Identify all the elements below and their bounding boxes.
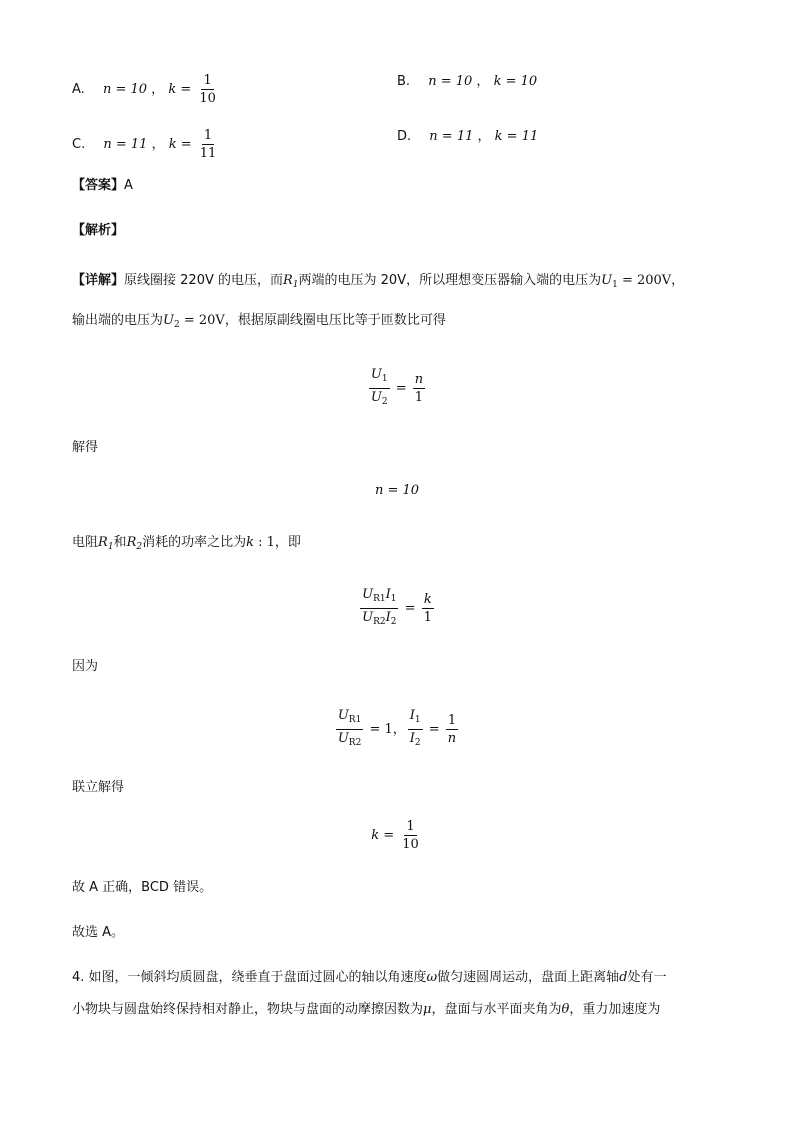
detail-line-1 [72, 271, 684, 295]
equation-voltage-ratio [0, 366, 794, 411]
answer-tag: 【答案】 [72, 178, 125, 193]
option-d [397, 127, 538, 147]
equation-power-ratio: $\frac{U_{R1}I_1}{U_{R2}I_2}$ = $\frac{k}{1}$ [0, 586, 794, 631]
detail-line-2 [72, 311, 446, 335]
eq1-right-fraction: $\frac{n}{1}$ [414, 372, 424, 405]
detail-tag: 【详解】 [72, 273, 125, 288]
power-line: 电阻$R_1$和$R_2$消耗的功率之比为k : 1，即 [72, 535, 301, 552]
option-a-n: n = 10 [102, 82, 148, 97]
equation-n-result: n = 10 [374, 483, 420, 498]
option-a [72, 72, 220, 107]
option-a-fraction [197, 72, 218, 107]
option-c-numerator: 1 [203, 128, 213, 143]
detail-text-1c: ， [671, 273, 685, 288]
option-c-k: k = [168, 137, 192, 152]
eq3-left-fraction: $\frac{U_{R1}I_1}{U_{R2}I_2}$ [362, 587, 397, 627]
eq5-fraction: $\frac{1}{10}$ [402, 819, 419, 852]
eq3-right-fraction: $\frac{k}{1}$ [423, 592, 432, 625]
detail-u2: $U_2 = 20V$ [163, 313, 225, 330]
power-r1: $R_1$ [98, 535, 114, 552]
option-a-numerator: 1 [203, 73, 212, 88]
option-b-label: B. [397, 74, 411, 89]
question-4-line-2: 小物块与圆盘始终保持相对静止，物块与盘面的动摩擦因数为μ，盘面与水平面夹角为θ，重力加速度为 [72, 1002, 661, 1017]
detail-text-1b: 两端的电压为 20V，所以理想变压器输入端的电压为 [298, 273, 602, 288]
option-a-k: k = [168, 82, 192, 97]
option-d-k: k = 11 [494, 129, 539, 144]
option-a-denominator: 10 [199, 91, 216, 106]
option-c-denominator: 11 [199, 146, 217, 161]
conclusion-line-2: 故选 A。 [72, 925, 125, 940]
option-a-sep: ， [151, 82, 165, 97]
combine-label: 联立解得 [72, 780, 125, 795]
equation-k-result: k = $\frac{1}{10}$ [371, 819, 419, 852]
option-d-label: D. [397, 129, 412, 144]
option-c-n: n = 11 [103, 137, 148, 152]
option-c-sep: ， [151, 137, 165, 152]
eq4-right-fraction: $\frac{1}{n}$ [447, 713, 457, 746]
solve-label-1: 解得 [72, 440, 99, 455]
option-c-fraction [198, 127, 219, 162]
option-d-n: n = 11 [429, 129, 474, 144]
eq4-current-fraction: $\frac{I_1}{I_2}$ [409, 708, 421, 748]
option-b [397, 72, 537, 92]
eq1-equals: = [391, 381, 411, 396]
option-c-label: C. [72, 137, 86, 152]
option-c [72, 127, 220, 162]
power-ratio: k : 1 [246, 535, 275, 550]
omega-symbol: ω [426, 970, 438, 985]
option-d-sep: ， [477, 129, 491, 144]
conclusion-line-1: 故 A 正确，BCD 错误。 [72, 880, 213, 895]
detail-text-1a: 原线圈接 220V 的电压，而 [124, 273, 283, 288]
detail-u1: $U_1 = 200V$ [601, 273, 672, 290]
option-b-k: k = 10 [493, 74, 538, 89]
option-b-n: n = 10 [428, 74, 473, 89]
detail-r1: $R_1$ [283, 273, 299, 290]
eq4-voltage-fraction: $\frac{U_{R1}}{U_{R2}}$ [337, 708, 362, 748]
option-b-sep: ， [476, 74, 490, 89]
question-4-line-1: 4. 如图，一倾斜均质圆盘，绕垂直于盘面过圆心的轴以角速度ω做匀速圆周运动，盘面上距离轴d处有一 [72, 970, 667, 985]
analysis-tag: 【解析】 [72, 223, 125, 238]
mu-symbol: μ [423, 1002, 432, 1017]
option-a-label: A. [72, 82, 85, 97]
theta-symbol: θ [561, 1002, 570, 1017]
power-r2: $R_2$ [126, 535, 143, 552]
detail-text-2b: ，根据原副线圈电压比等于匝数比可得 [224, 313, 446, 328]
eq1-left-fraction: $\frac{U_1}{U_2}$ [370, 367, 388, 407]
answer-line [72, 176, 133, 196]
because-label: 因为 [72, 659, 99, 674]
answer-value: A [124, 178, 133, 193]
detail-text-2a: 输出端的电压为 [72, 313, 164, 328]
d-symbol: d [619, 970, 628, 985]
equation-conditions: $\frac{U_{R1}}{U_{R2}}$ = 1， $\frac{I_1}{I_2}$ = $\frac{1}{n}$ [0, 707, 794, 752]
